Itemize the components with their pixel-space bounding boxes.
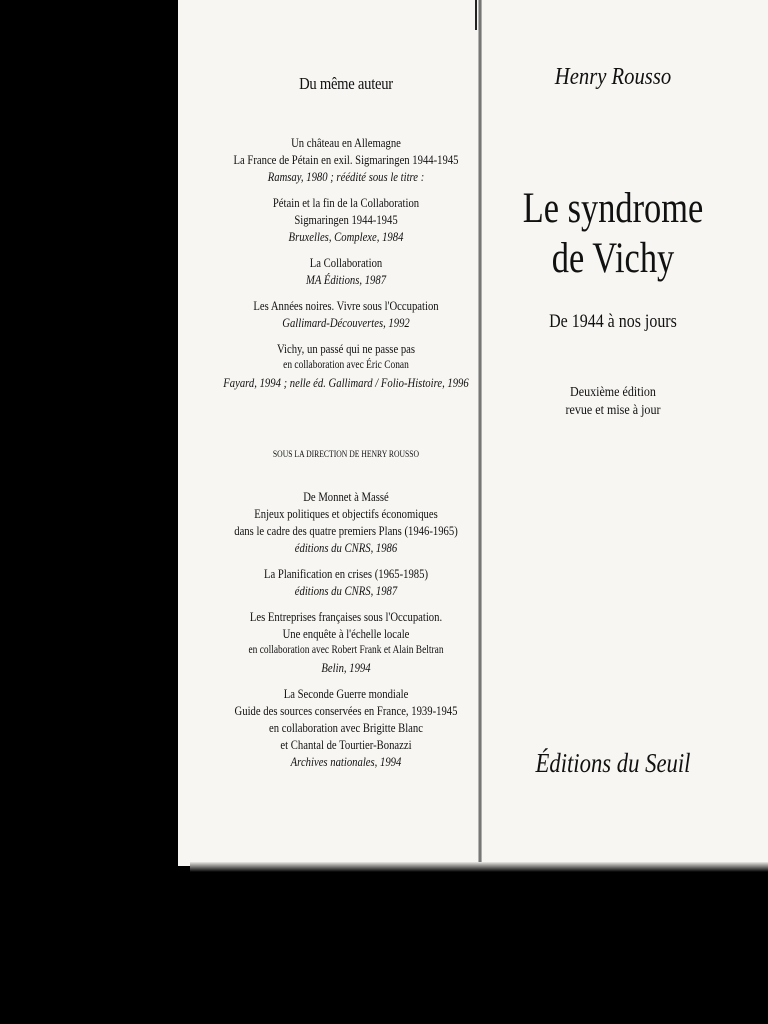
- book-entry-line: en collaboration avec Robert Frank et Alain Beltran: [248, 644, 444, 656]
- book-entry-line: dans le cadre des quatre premiers Plans (1946-1965): [234, 523, 458, 538]
- book-entry-line: Pétain et la fin de la Collaboration: [272, 195, 420, 210]
- directed-works-list: [178, 488, 514, 779]
- bibliography-heading: Du même auteur: [299, 74, 393, 93]
- book-entry-line: Les Années noires. Vivre sous l'Occupation: [253, 298, 439, 313]
- book-entry: [178, 134, 514, 185]
- book-entry: [178, 340, 514, 391]
- book-entry-line: Sigmaringen 1944-1945: [294, 212, 398, 227]
- book-entry-line: Un château en Allemagne: [291, 135, 401, 150]
- book-entry-line: Ramsay, 1980 ; réédité sous le titre :: [267, 169, 425, 184]
- book-entry-line: Bruxelles, Complexe, 1984: [288, 229, 404, 244]
- edition-line-2: revue et mise à jour: [565, 403, 661, 418]
- book-entry-line: Vichy, un passé qui ne passe pas: [276, 341, 416, 356]
- direction-heading: SOUS LA DIRECTION DE HENRY ROUSSO: [272, 449, 420, 459]
- book-entry-line: La France de Pétain en exil. Sigmaringen 1944-1945: [233, 152, 459, 167]
- book-entry-line: Enjeux politiques et objectifs économiques: [254, 506, 438, 521]
- book-entry-line: La Planification en crises (1965-1985): [264, 566, 428, 581]
- book-entry: [178, 565, 514, 599]
- book-entry-line: De Monnet à Massé: [303, 489, 389, 504]
- book-entry-line: éditions du CNRS, 1986: [294, 540, 398, 555]
- book-entry-line: Belin, 1994: [321, 660, 371, 675]
- book-entry-line: en collaboration avec Éric Conan: [283, 359, 409, 371]
- book-entry-line: éditions du CNRS, 1987: [294, 583, 398, 598]
- book-entry-line: Une enquête à l'échelle locale: [282, 626, 410, 641]
- book-entry-line: Fayard, 1994 ; nelle éd. Gallimard / Folio-Histoire, 1996: [223, 375, 469, 390]
- book-entry-line: et Chantal de Tourtier-Bonazzi: [280, 737, 412, 752]
- title-line-1: Le syndrome: [522, 185, 704, 232]
- gutter-mark: [475, 0, 477, 30]
- book-spread: [178, 0, 768, 866]
- publisher-name: Éditions du Seuil: [535, 748, 691, 778]
- book-entry: [178, 488, 514, 556]
- book-entry: [178, 685, 514, 770]
- book-entry: [178, 608, 514, 676]
- left-page: [178, 0, 478, 866]
- book-entry-line: La Seconde Guerre mondiale: [283, 686, 409, 701]
- edition-note: [500, 384, 725, 420]
- book-subtitle: De 1944 à nos jours: [549, 311, 677, 332]
- author-name: Henry Rousso: [554, 64, 672, 90]
- book-entry-line: La Collaboration: [309, 255, 383, 270]
- bibliography-list: [178, 134, 514, 400]
- book-entry-line: en collaboration avec Brigitte Blanc: [269, 720, 423, 735]
- book-entry-line: Gallimard-Découvertes, 1992: [282, 315, 410, 330]
- book-entry: [178, 194, 514, 245]
- book-entry-line: Les Entreprises françaises sous l'Occupation.: [249, 609, 443, 624]
- title-line-2: de Vichy: [551, 235, 675, 282]
- book-entry-line: Guide des sources conservées en France, 1939-1945: [234, 703, 458, 718]
- book-entry: [178, 297, 514, 331]
- book-entry-line: MA Éditions, 1987: [305, 272, 387, 287]
- edition-line-1: Deuxième édition: [570, 385, 656, 400]
- book-title: [508, 184, 718, 284]
- book-entry: [178, 254, 514, 288]
- page-bottom-edge: [190, 862, 768, 872]
- title-page: [482, 0, 768, 866]
- book-entry-line: Archives nationales, 1994: [290, 754, 402, 769]
